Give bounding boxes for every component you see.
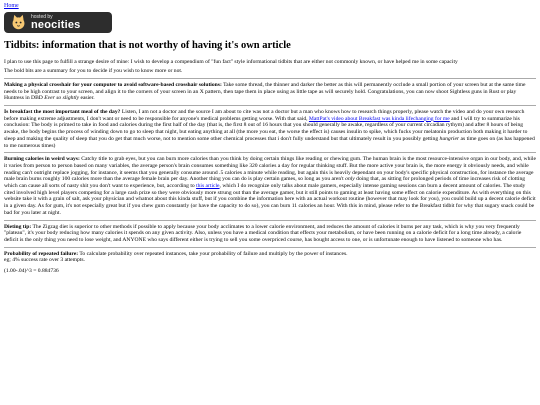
- tidbit-body-tail2: as time goes on (as has happened to me numerous times): [4, 135, 535, 149]
- tidbit-heading: Is breakfast the most important meal of the day?: [4, 109, 121, 115]
- probability-formula: (1.00-.04)^3 = 0.884736: [4, 268, 59, 275]
- tidbit-dieting: [4, 224, 536, 244]
- tidbit-heading: Probability of repeated failure:: [4, 250, 79, 257]
- tidbit-body-2: doing that, as sitting for prolonged periods of time increases risk of clotting which can cause all sorts of nasty shit you don't want to experience, but, according to: [4, 176, 526, 190]
- tidbit-body-tail: easier.: [79, 95, 95, 102]
- badge-neocities: neocities: [31, 18, 81, 31]
- tidbit-body: To calculate probability over repeated instances, take your probability of failure and multiply by the power of instances.: [78, 250, 348, 257]
- tidbit-breakfast: [4, 109, 536, 149]
- tidbit-body-tail: and I will try to summarize his conclusion: The body is primed to take in food and calories during the first half of the day (that is, the first 8 out of 16 hours that you should generally be awake, regardless of your current circadian rythym) and after 8 hours of being awake, the body begins the process of winding down to go to sleep that night, but eating anything at all (the more you eat, the worse the effect is) causes insulin to spike, which fucks your melatonin production both making it harder to sleep and making the quality of sleep that you do get that much worse, not to mention some other chemical processes that i don't fully understand but that ultimately result in you possibly getting: [4, 115, 528, 142]
- divider: [4, 220, 536, 221]
- mattpat-video-link[interactable]: MattPat's video about Breakfast was kinda lifechanging for me: [308, 115, 450, 122]
- tidbit-heading: Dieting tip:: [4, 223, 32, 230]
- tidbit-emphasis: hungrier: [439, 135, 460, 142]
- divider: [4, 105, 536, 106]
- tidbit-body: Catchy title to grab eyes, but you can burn more calories than you think by doing certain things like reading or chewing gum. The human brain is the most resource-intensive organ in our body, and, while it varies from person to person based on many variables, the average person's brain consumes something like 320 calories a day for regular thinking stuff. But the more active your brain is, the more energy it obviously needs, and while reading can't outright replace jogging, for instance, it seems that you generally consume around .5 calories a minute while reading, but again this is heavily dependant on your body's specific physical construction, for instance the average male brain burns roughly 100 calories more than the average female brain per day. Another thing you can do is play certain games, so long as you aren't: [4, 156, 536, 183]
- badge-hosted-by: hosted by: [31, 13, 53, 20]
- page-title: Tidbits: information that is not worthy of having it's own article: [4, 39, 291, 51]
- divider: [4, 152, 536, 153]
- tidbit-body: Listen, I am not a doctor and the source I am about to cite was not a doctor but a man who knows how to research things properly, please watch the video and do your own research before making extreme adjustments, I don't want or need to be responsible for anyone's medical problems getting worse. With that said,: [4, 109, 525, 122]
- tidbit-body: The Zigzag diet is superior to other methods if possible to apply because your body acclimates to a lower calorie environment, and reduces the amount of calories it burns per any task, which is why you very frequently "plateau", it's your body reducing how many calories it spends on any given activity. Also, unless you have a medical condition that effects your metabolism, or have been running on a calorie deficit for a long time already, a calorie deficit is the only thing you need to lose weight, and ANYONE who says different either is trying to sell you some overpriced course, has bought access to one, or is unfortunate enough to have listened to someone who has.: [4, 223, 522, 243]
- intro-paragraph: I plan to use this page to fulfill a strange desire of mine: I wish to develop a compendium of "fun fact" style informational tidbits that are either not commonly known, or have helped me in some capacity: [4, 59, 458, 66]
- tidbit-calories: [4, 156, 536, 216]
- tidbit-body-tail: , which I do recognize only talks about male gamers, especially intense gaming sessions can burn a decent amount of calories. The study cited involved high level players competing for a large cash prize so they were obviously more strung out than the average gamer, but it still points to gaming at least having some effect on calorie expenditure. As with everything on this website take it with a grain of salt, ask your physician and whatnot about this kinda stuff, but if you combine the information here with an actual workout routine (however that may look for you), you could build up a decent calorie deficit in a given day. As for gum, it's not especially great but if you chew gum constantly (or have the capacity to do so), you can burn 11 calories an hour. With this in mind, please refer to the Breakfast tidbit for why that sugary snack could be bad for you later at night.: [4, 183, 536, 216]
- hosted-by-neocities-badge[interactable]: [4, 12, 112, 33]
- cat-logo-icon: [10, 14, 27, 31]
- tidbit-emphasis: only: [345, 176, 355, 183]
- gaming-article-link[interactable]: this article: [196, 183, 220, 190]
- divider: [4, 78, 536, 79]
- home-link[interactable]: Home: [4, 3, 19, 9]
- divider: [4, 247, 536, 248]
- tidbit-example: eg; 4% success rate over 3 attempts.: [4, 257, 85, 264]
- intro-note: The bold bits are a summary for you to decide if you wish to know more or not.: [4, 68, 183, 75]
- tidbit-crosshair: [4, 82, 536, 102]
- tidbit-heading: Making a physical crosshair for your computer to avoid software-based crosshair solutions:: [4, 81, 222, 88]
- tidbit-body: Take some thread, the thinner and darker the better as this will permanently occlude a small portion of your screen but at the same time needs to be high contrast to your screen, and align it to the corners of your screen in an X pattern, then tape them in place using as little tape as will securely hold. Congratulations, you can now shoot Sightless guns in Rust or play Huntress in DBD: [4, 81, 526, 102]
- tidbit-emphasis: Ever so slightly: [44, 95, 80, 102]
- tidbit-heading: Burning calories in weird ways:: [4, 156, 80, 163]
- tidbit-probability: [4, 251, 536, 275]
